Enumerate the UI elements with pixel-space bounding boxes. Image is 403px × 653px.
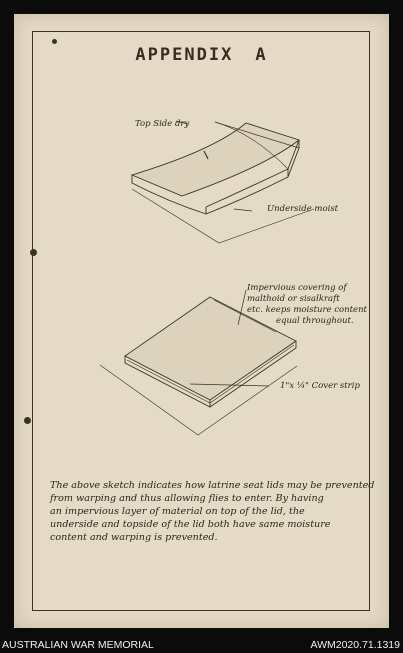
- label-covering-line-2: malthoid or sisalkraft: [247, 294, 340, 304]
- caption-paragraph: [50, 479, 375, 544]
- label-underside: Underside moist: [267, 204, 339, 214]
- caption-line: The above sketch indicates how latrine seat lids may be prevented: [50, 480, 375, 491]
- label-covering-line-3: etc. keeps moisture content: [247, 305, 367, 315]
- caption-line: underside and topside of the lid both have same moisture: [50, 519, 331, 530]
- caption-line: from warping and thus allowing flies to enter. By having: [50, 493, 324, 504]
- label-cover-strip: 1"x ¼" Cover strip: [280, 381, 360, 391]
- archive-footer: [0, 637, 403, 653]
- institution-name: AUSTRALIAN WAR MEMORIAL: [2, 639, 154, 651]
- caption-line: content and warping is prevented.: [50, 532, 218, 543]
- title-word: APPENDIX: [135, 45, 234, 65]
- label-top-side: Top Side dry: [135, 119, 190, 129]
- label-covering-line-1: Impervious covering of: [247, 283, 347, 293]
- accession-number: AWM2020.71.1319: [310, 639, 400, 651]
- label-covering-line-4: equal throughout.: [276, 316, 354, 326]
- warped-lid-sketch: [132, 121, 314, 243]
- document-page: [14, 14, 389, 628]
- caption-line: an impervious layer of material on top of the lid, the: [50, 506, 305, 517]
- title-letter: A: [255, 45, 268, 65]
